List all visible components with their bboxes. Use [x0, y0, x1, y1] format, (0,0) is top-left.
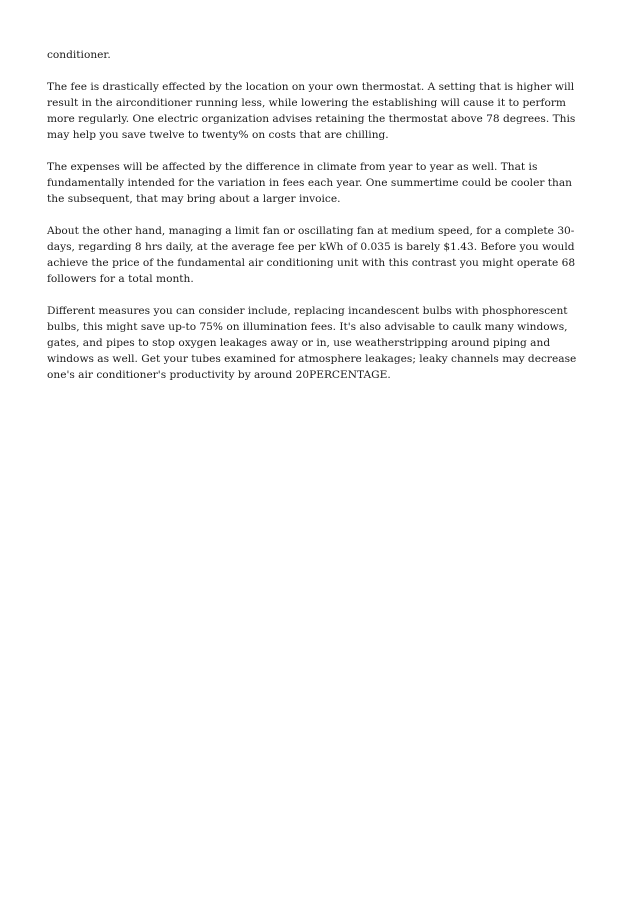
document-body [47, 47, 586, 383]
paragraph-fan: About the other hand, managing a limit fan or oscillating fan at medium speed, for a complete 30-days, regarding 8 hrs daily, at the average fee per kWh of 0.035 is barely $1.43. Before you would achieve the price of the fundamental air conditioning unit with this contrast you might operate 68 followers for a total month. [47, 225, 576, 285]
paragraph-measures: Different measures you can consider include, replacing incandescent bulbs with phosphorescent bulbs, this might save up-to 75% on illumination fees. It's also advisable to caulk many windows, gates, and pipes to stop oxygen leakages away or in, use weatherstripping around piping and windows as well. Get your tubes examined for atmosphere leakages; leaky channels may decrease one's air conditioner's productivity by around 20PERCENTAGE. [47, 305, 577, 381]
paragraph-continuation: conditioner. [47, 49, 111, 61]
paragraph-climate: The expenses will be affected by the difference in climate from year to year as well. That is fundamentally intended for the variation in fees each year. One summertime could be cooler than the subsequent, that may bring about a larger invoice. [47, 161, 572, 205]
paragraph-thermostat: The fee is drastically effected by the location on your own thermostat. A setting that is higher will result in the airconditioner running less, while lowering the establishing will cause it to perform more regularly. One electric organization advises retaining the thermostat above 78 degrees. This may help you save twelve to twenty% on costs that are chilling. [47, 81, 576, 141]
